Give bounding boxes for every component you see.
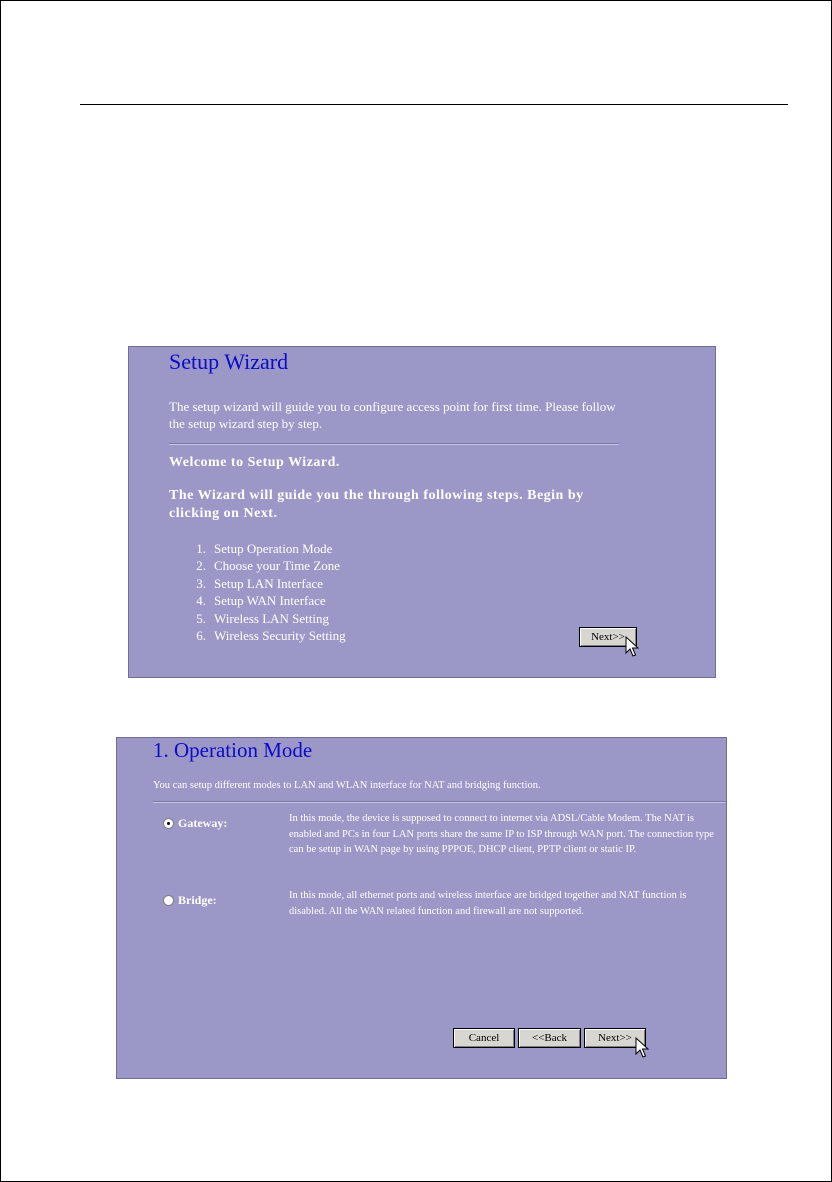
- header-rule: [80, 104, 788, 105]
- wizard-guide-text: The Wizard will guide you the through following steps. Begin by clicking on Next.: [169, 488, 584, 521]
- wizard-next-button[interactable]: Next>>: [579, 627, 637, 647]
- bridge-description: In this mode, all ethernet ports and wireless interface are bridged together and NAT function is disabled. All the WAN related function and firewall are not supported.: [289, 890, 687, 917]
- setup-wizard-panel: [128, 346, 716, 678]
- operation-mode-panel: [116, 737, 727, 1079]
- wizard-step: 2. Choose your Time Zone: [196, 558, 341, 574]
- wizard-step: 4. Setup WAN Interface: [196, 593, 326, 609]
- wizard-divider: [169, 443, 619, 445]
- cancel-button[interactable]: Cancel: [453, 1028, 515, 1048]
- bridge-radio[interactable]: [163, 895, 174, 906]
- operation-mode-divider: [153, 801, 725, 803]
- gateway-description: In this mode, the device is supposed to connect to internet via ADSL/Cable Modem. The NAT is enabled and PCs in four LAN ports share the same IP to ISP through WAN port. The connection type can be setup in WAN page by using PPPOE, DHCP client, PPTP client or static IP.: [289, 813, 714, 855]
- wizard-steps-list: [169, 540, 346, 644]
- wizard-step: 1. Setup Operation Mode: [196, 541, 333, 556]
- wizard-step: 6. Wireless Security Setting: [196, 628, 346, 644]
- mouse-pointer-icon: [625, 636, 639, 658]
- operation-mode-title: 1. Operation Mode: [153, 738, 313, 762]
- bridge-option[interactable]: [163, 893, 217, 908]
- wizard-step: 3. Setup LAN Interface: [196, 575, 324, 591]
- mouse-pointer-icon: [635, 1037, 649, 1059]
- gateway-option[interactable]: [163, 816, 227, 831]
- bridge-label: Bridge:: [178, 893, 217, 907]
- back-button[interactable]: <<Back: [518, 1028, 581, 1048]
- operation-mode-description: You can setup different modes to LAN and WLAN interface for NAT and bridging function.: [153, 780, 541, 791]
- wizard-description: The setup wizard will guide you to configure access point for first time. Please follow the setup wizard step by step.: [169, 399, 616, 431]
- next-button[interactable]: Next>>: [584, 1028, 646, 1048]
- gateway-radio[interactable]: [163, 818, 174, 829]
- gateway-label: Gateway:: [178, 816, 228, 830]
- wizard-step: 5. Wireless LAN Setting: [196, 610, 330, 626]
- wizard-title: Setup Wizard: [169, 349, 289, 374]
- wizard-welcome: Welcome to Setup Wizard.: [169, 455, 340, 470]
